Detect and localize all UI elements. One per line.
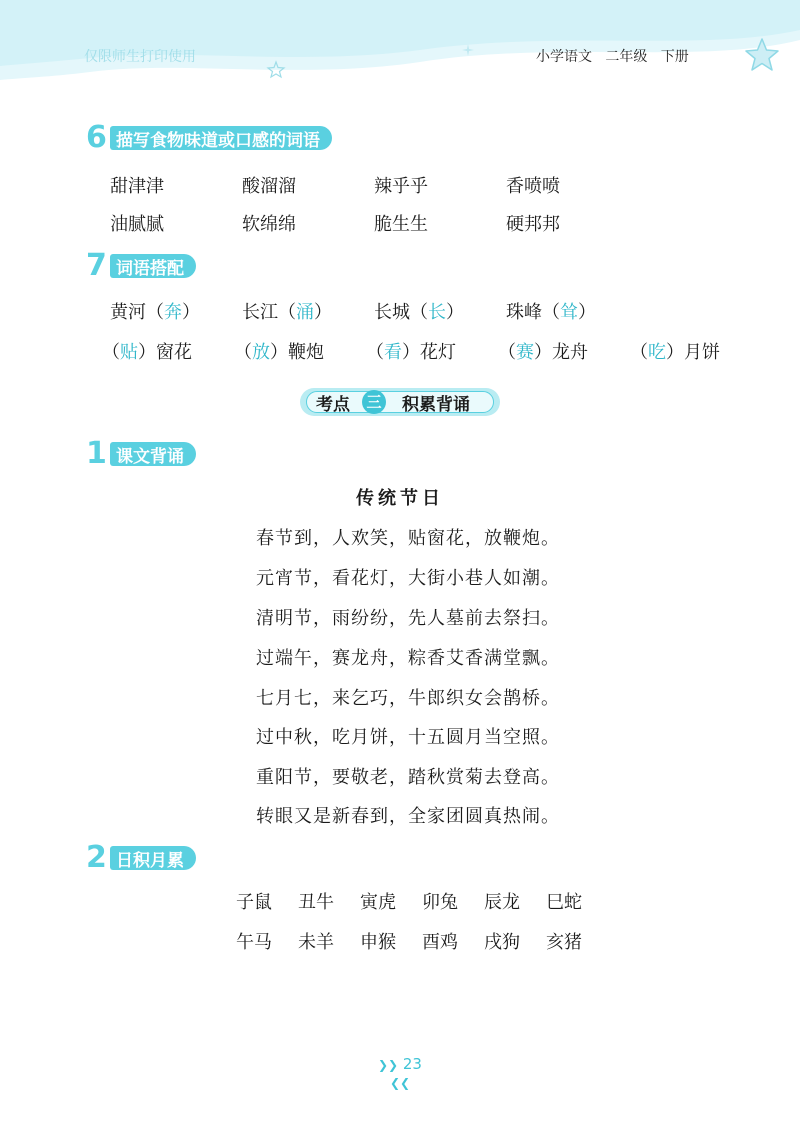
word: 甜津津 — [110, 176, 164, 197]
answer: 吃 — [648, 342, 666, 363]
chevron-left-icon: ❮❮ — [389, 1076, 411, 1090]
page-number-text: 23 — [402, 1055, 422, 1073]
zodiac-word: 亥猪 — [546, 932, 582, 953]
section-title: 描写食物味道或口感的词语 — [110, 126, 332, 150]
zodiac-word: 子鼠 — [236, 892, 272, 913]
text: ）龙舟 — [534, 342, 588, 363]
zodiac-word: 戌狗 — [484, 932, 520, 953]
collocation-item — [102, 338, 234, 364]
text: （ — [630, 342, 648, 363]
poem-line: 元宵节，看花灯，大街小巷人如潮。 — [256, 568, 560, 589]
small-star-icon — [266, 60, 286, 80]
text: 黄河（ — [110, 302, 164, 323]
zodiac-row — [236, 928, 608, 954]
zodiac-word: 丑牛 — [298, 892, 334, 913]
text: ） — [578, 302, 596, 323]
word: 硬邦邦 — [506, 214, 560, 235]
answer: 贴 — [120, 342, 138, 363]
text: ）花灯 — [402, 342, 456, 363]
zodiac-word: 卯兔 — [422, 892, 458, 913]
text: ） — [446, 302, 464, 323]
zodiac-word: 酉鸡 — [422, 932, 458, 953]
section-number: 6 — [86, 120, 107, 155]
text: （ — [102, 342, 120, 363]
answer: 奔 — [164, 302, 182, 323]
collocation-item — [242, 298, 374, 324]
banner-title: 积累背诵 — [402, 395, 470, 415]
answer: 长 — [428, 302, 446, 323]
text: （ — [234, 342, 252, 363]
zodiac-word: 寅虎 — [360, 892, 396, 913]
poem-line: 清明节，雨纷纷，先人墓前去祭扫。 — [256, 608, 560, 629]
zodiac-word: 午马 — [236, 932, 272, 953]
poem-line: 过中秋，吃月饼，十五圆月当空照。 — [256, 727, 560, 748]
watermark-text: 仅限师生打印使用 — [84, 49, 196, 65]
word: 油腻腻 — [110, 214, 164, 235]
zodiac-word: 未羊 — [298, 932, 334, 953]
zodiac-row — [236, 888, 608, 914]
collocation-item — [366, 338, 498, 364]
text: ）月饼 — [666, 342, 720, 363]
text: ） — [314, 302, 332, 323]
poem-line: 七月七，来乞巧，牛郎织女会鹊桥。 — [256, 688, 560, 709]
text: ）鞭炮 — [270, 342, 324, 363]
text: 长城（ — [374, 302, 428, 323]
section-6-heading — [86, 120, 332, 155]
poem-line: 过端午，赛龙舟，粽香艾香满堂飘。 — [256, 648, 560, 669]
section-1-heading — [86, 436, 196, 471]
text: 长江（ — [242, 302, 296, 323]
exam-point-banner — [300, 388, 500, 416]
word: 酸溜溜 — [242, 176, 296, 197]
section-title: 词语搭配 — [110, 254, 196, 278]
banner-label: 考点 — [316, 395, 350, 415]
word: 辣乎乎 — [374, 176, 428, 197]
word: 软绵绵 — [242, 214, 296, 235]
collocation-item — [498, 338, 630, 364]
section-title: 日积月累 — [110, 846, 196, 870]
text: （ — [498, 342, 516, 363]
answer: 耸 — [560, 302, 578, 323]
zodiac-word: 辰龙 — [484, 892, 520, 913]
poem-title: 传统节日 — [356, 488, 444, 509]
section-number: 2 — [86, 840, 107, 875]
answer: 放 — [252, 342, 270, 363]
book-info: 小学语文 二年级 下册 — [536, 49, 689, 65]
zodiac-word: 申猴 — [360, 932, 396, 953]
collocation-item — [506, 298, 638, 324]
sparkle-icon — [462, 44, 474, 56]
section-2-heading — [86, 840, 196, 875]
banner-number-badge: 三 — [362, 390, 386, 414]
word: 脆生生 — [374, 214, 428, 235]
poem-line: 转眼又是新春到，全家团圆真热闹。 — [256, 806, 560, 827]
collocation-item — [630, 338, 762, 364]
answer: 看 — [384, 342, 402, 363]
word-row — [110, 210, 638, 236]
poem-line: 重阳节，要敬老，踏秋赏菊去登高。 — [256, 767, 560, 788]
collocation-item — [374, 298, 506, 324]
collocation-item — [234, 338, 366, 364]
header-wave — [0, 0, 800, 90]
chevron-right-icon: ❯❯ — [378, 1058, 399, 1072]
page-number — [370, 1055, 430, 1090]
answer: 赛 — [516, 342, 534, 363]
zodiac-word: 巳蛇 — [546, 892, 582, 913]
poem-line: 春节到，人欢笑，贴窗花，放鞭炮。 — [256, 528, 560, 549]
collocation-item — [110, 298, 242, 324]
star-icon — [742, 36, 782, 76]
text: （ — [366, 342, 384, 363]
text: ）窗花 — [138, 342, 192, 363]
word-row — [110, 172, 638, 198]
word: 香喷喷 — [506, 176, 560, 197]
text: 珠峰（ — [506, 302, 560, 323]
collocation-row — [102, 338, 762, 364]
text: ） — [182, 302, 200, 323]
section-number: 7 — [86, 248, 107, 283]
answer: 涌 — [296, 302, 314, 323]
collocation-row — [110, 298, 638, 324]
section-title: 课文背诵 — [110, 442, 196, 466]
section-7-heading — [86, 248, 196, 283]
section-number: 1 — [86, 436, 107, 471]
